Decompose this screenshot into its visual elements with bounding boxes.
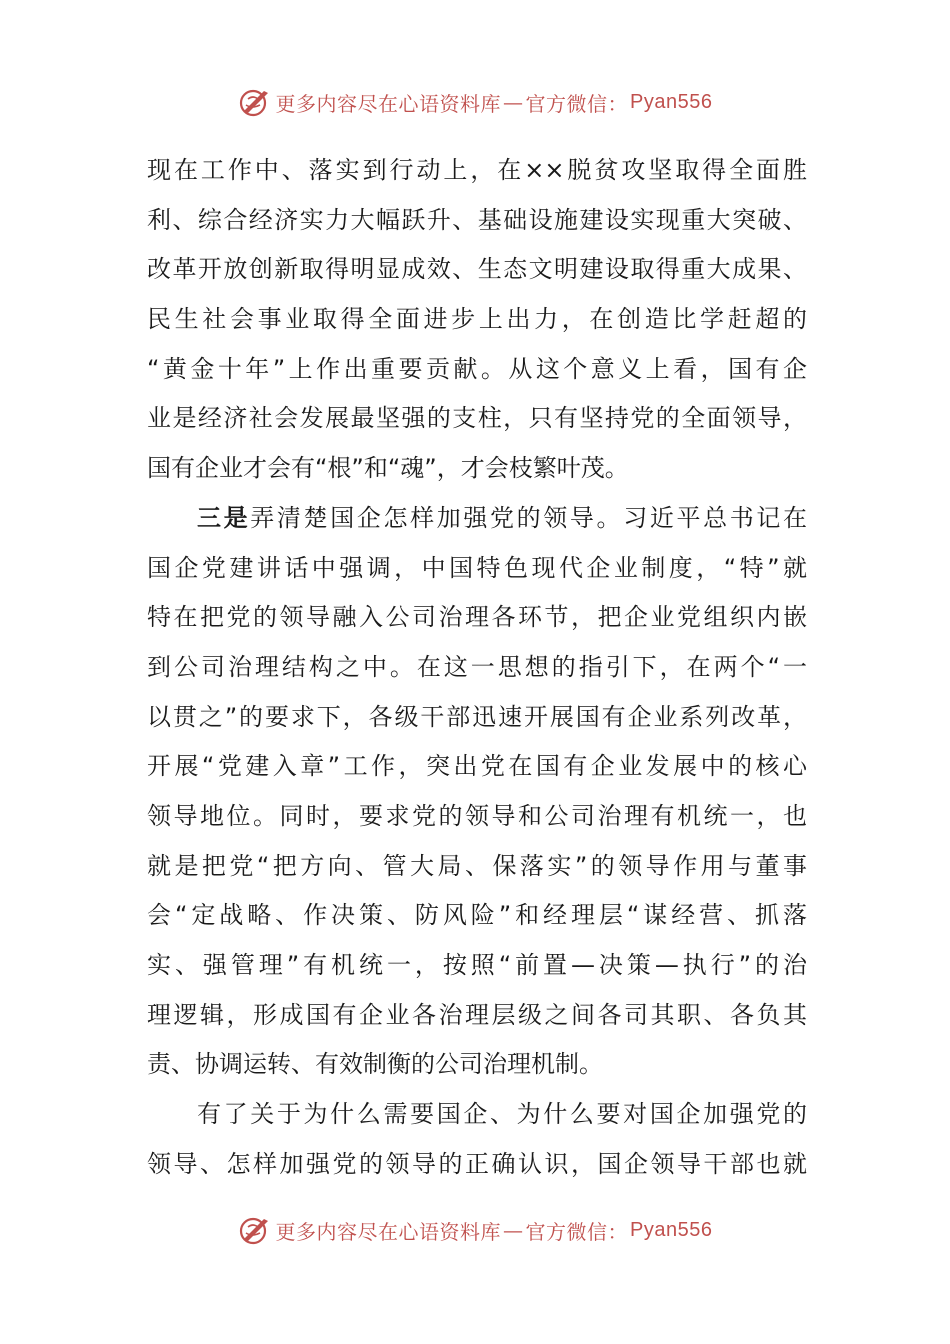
text-line: 特在把党的领导融入公司治理各环节，把企业党组织内嵌 xyxy=(147,603,807,632)
text-line: “黄金十年”上作出重要贡献。从这个意义上看，国有企 xyxy=(147,354,807,383)
paragraph-first-line-text: 弄清楚国企怎样加强党的领导。习近平总书记在 xyxy=(250,503,807,532)
text-line: 开展“党建入章”工作，突出党在国有企业发展中的核心 xyxy=(147,752,807,781)
header-wechat-id: Pyan556 xyxy=(630,90,713,113)
footer-wechat-id: Pyan556 xyxy=(630,1218,713,1241)
text-line: 责、协调运转、有效制衡的公司治理机制。 xyxy=(147,1050,603,1079)
text-line: 国有企业才会有“根”和“魂”，才会枝繁叶茂。 xyxy=(147,454,629,483)
text-line: 有了关于为什么需要国企、为什么要对国企加强党的 xyxy=(197,1100,807,1129)
text-line: 民生社会事业取得全面进步上出力，在创造比学赶超的 xyxy=(147,305,807,334)
text-line: 领导、怎样加强党的领导的正确认识，国企领导干部也就 xyxy=(147,1149,807,1178)
document-body xyxy=(147,146,807,1189)
text-line: 业是经济社会发展最坚强的支柱，只有坚持党的全面领导， xyxy=(147,404,807,433)
text-line: 实、强管理”有机统一，按照“前置—决策—执行”的治 xyxy=(147,951,807,979)
pen-logo-icon xyxy=(238,85,272,119)
text-line: 现在工作中、落实到行动上，在××脱贫攻坚取得全面胜 xyxy=(147,156,807,184)
text-line: 到公司治理结构之中。在这一思想的指引下，在两个“一 xyxy=(147,652,807,681)
text-line: 以贯之”的要求下，各级干部迅速开展国有企业系列改革， xyxy=(147,702,807,731)
paragraph-first-line xyxy=(147,494,807,544)
pen-logo-icon xyxy=(238,1213,272,1247)
text-line: 国企党建讲话中强调，中国特色现代企业制度，“特”就 xyxy=(147,553,807,582)
text-line: 会“定战略、作决策、防风险”和经理层“谋经营、抓落 xyxy=(147,901,807,930)
header-site-text: 更多内容尽在心语资料库 xyxy=(275,91,502,116)
header-separator: — xyxy=(503,90,524,114)
paragraph-lead: 三是 xyxy=(197,503,251,532)
footer-banner[interactable] xyxy=(0,1210,950,1250)
text-line: 改革开放创新取得明显成效、生态文明建设取得重大成果、 xyxy=(147,255,807,284)
text-line: 利、综合经济实力大幅跃升、基础设施建设实现重大突破、 xyxy=(147,205,807,234)
footer-site-text: 更多内容尽在心语资料库 xyxy=(275,1219,502,1244)
footer-wechat-label: 官方微信： xyxy=(525,1219,629,1244)
header-wechat-label: 官方微信： xyxy=(525,91,629,116)
header-banner[interactable] xyxy=(0,82,950,122)
text-line: 就是把党“把方向、管大局、保落实”的领导作用与董事 xyxy=(147,851,807,880)
footer-separator: — xyxy=(503,1218,524,1242)
text-line: 理逻辑，形成国有企业各治理层级之间各司其职、各负其 xyxy=(147,1000,807,1029)
text-line: 领导地位。同时，要求党的领导和公司治理有机统一，也 xyxy=(147,801,807,830)
